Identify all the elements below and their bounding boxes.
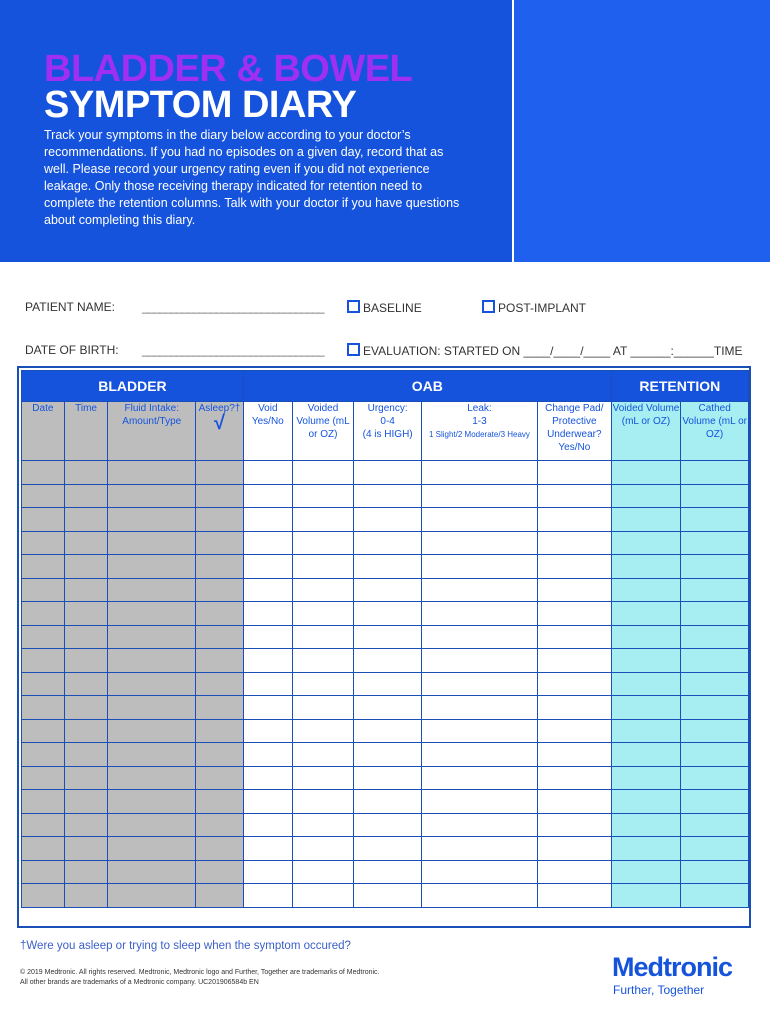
col-urgency — [354, 402, 422, 461]
baseline-option[interactable] — [347, 300, 422, 315]
table-cell[interactable] — [64, 719, 108, 743]
table-cell[interactable] — [108, 766, 196, 790]
table-cell[interactable] — [537, 672, 611, 696]
table-row — [22, 884, 749, 908]
table-cell[interactable] — [292, 766, 354, 790]
table-cell[interactable] — [64, 531, 108, 555]
post-implant-label: POST-IMPLANT — [498, 301, 587, 315]
table-cell[interactable] — [537, 719, 611, 743]
table-cell[interactable] — [681, 461, 749, 485]
table-cell[interactable] — [292, 578, 354, 602]
table-cell[interactable] — [681, 555, 749, 579]
table-cell[interactable] — [421, 837, 537, 861]
table-cell[interactable] — [292, 813, 354, 837]
table-cell[interactable] — [354, 766, 422, 790]
table-cell[interactable] — [354, 531, 422, 555]
table-cell[interactable] — [243, 578, 292, 602]
table-cell[interactable] — [421, 531, 537, 555]
col-void: Void Yes/No — [243, 402, 292, 461]
table-cell[interactable] — [64, 578, 108, 602]
baseline-label: BASELINE — [363, 301, 422, 315]
table-row — [22, 602, 749, 626]
table-cell[interactable] — [243, 719, 292, 743]
table-cell[interactable] — [354, 602, 422, 626]
table-cell[interactable] — [22, 837, 65, 861]
table-cell[interactable] — [611, 672, 681, 696]
table-cell[interactable] — [537, 837, 611, 861]
table-cell[interactable] — [421, 625, 537, 649]
title-line-2: SYMPTOM DIARY — [44, 84, 357, 126]
table-cell[interactable] — [681, 531, 749, 555]
table-cell[interactable] — [108, 508, 196, 532]
table-cell[interactable] — [292, 743, 354, 767]
table-cell[interactable] — [108, 461, 196, 485]
table-row — [22, 649, 749, 673]
table-cell[interactable] — [243, 813, 292, 837]
table-cell[interactable] — [243, 508, 292, 532]
table-cell[interactable] — [64, 813, 108, 837]
table-cell[interactable] — [243, 649, 292, 673]
col-leak — [421, 402, 537, 461]
col-change-pad: Change Pad/ Protective Underwear? Yes/No — [537, 402, 611, 461]
table-cell[interactable] — [354, 884, 422, 908]
table-cell[interactable] — [681, 672, 749, 696]
table-cell[interactable] — [196, 837, 244, 861]
table-cell[interactable] — [611, 578, 681, 602]
table-cell[interactable] — [243, 766, 292, 790]
table-cell[interactable] — [537, 743, 611, 767]
table-cell[interactable] — [421, 790, 537, 814]
table-cell[interactable] — [243, 461, 292, 485]
table-cell[interactable] — [196, 672, 244, 696]
table-cell[interactable] — [681, 484, 749, 508]
table-cell[interactable] — [64, 461, 108, 485]
table-cell[interactable] — [292, 790, 354, 814]
diary-table-frame — [17, 366, 751, 928]
table-cell[interactable] — [354, 555, 422, 579]
table-cell[interactable] — [64, 696, 108, 720]
table-row — [22, 860, 749, 884]
table-cell[interactable] — [22, 484, 65, 508]
table-cell[interactable] — [354, 672, 422, 696]
table-cell[interactable] — [354, 508, 422, 532]
table-cell[interactable] — [196, 625, 244, 649]
table-cell[interactable] — [64, 602, 108, 626]
table-cell[interactable] — [611, 790, 681, 814]
evaluation-checkbox[interactable] — [347, 343, 360, 356]
col-date: Date — [22, 402, 65, 461]
tagline: Further, Together — [613, 983, 705, 997]
table-cell[interactable] — [354, 813, 422, 837]
table-cell[interactable] — [354, 578, 422, 602]
table-cell[interactable] — [421, 766, 537, 790]
table-cell[interactable] — [537, 555, 611, 579]
table-cell[interactable] — [611, 719, 681, 743]
header-accent-strip — [514, 0, 770, 262]
table-cell[interactable] — [108, 531, 196, 555]
table-cell[interactable] — [64, 672, 108, 696]
table-cell[interactable] — [64, 484, 108, 508]
table-cell[interactable] — [681, 602, 749, 626]
table-cell[interactable] — [22, 790, 65, 814]
table-cell[interactable] — [196, 461, 244, 485]
table-row — [22, 555, 749, 579]
col-leak-l2: 1-3 — [472, 416, 487, 427]
col-leak-l3: 1 Slight/2 Moderate/3 Heavy — [428, 430, 530, 439]
table-cell[interactable] — [196, 649, 244, 673]
table-cell[interactable] — [354, 461, 422, 485]
table-row — [22, 625, 749, 649]
table-cell[interactable] — [681, 813, 749, 837]
table-cell[interactable] — [108, 884, 196, 908]
table-cell[interactable] — [64, 649, 108, 673]
table-cell[interactable] — [196, 790, 244, 814]
table-cell[interactable] — [354, 860, 422, 884]
table-cell[interactable] — [681, 649, 749, 673]
group-oab: OAB — [243, 371, 611, 402]
table-cell[interactable] — [196, 555, 244, 579]
table-cell[interactable] — [196, 531, 244, 555]
table-cell[interactable] — [22, 672, 65, 696]
table-cell[interactable] — [108, 625, 196, 649]
table-row — [22, 743, 749, 767]
table-cell[interactable] — [292, 602, 354, 626]
table-cell[interactable] — [354, 484, 422, 508]
table-cell[interactable] — [421, 860, 537, 884]
table-cell[interactable] — [611, 884, 681, 908]
table-cell[interactable] — [22, 719, 65, 743]
table-cell[interactable] — [108, 484, 196, 508]
table-cell[interactable] — [22, 743, 65, 767]
table-cell[interactable] — [243, 672, 292, 696]
evaluation-option[interactable] — [347, 343, 743, 358]
table-cell[interactable] — [108, 555, 196, 579]
table-cell[interactable] — [537, 531, 611, 555]
table-cell[interactable] — [537, 602, 611, 626]
table-cell[interactable] — [421, 884, 537, 908]
table-cell[interactable] — [243, 625, 292, 649]
table-cell[interactable] — [421, 743, 537, 767]
table-cell[interactable] — [611, 813, 681, 837]
medtronic-logo: Medtronic — [612, 952, 733, 982]
table-cell[interactable] — [243, 696, 292, 720]
table-cell[interactable] — [22, 766, 65, 790]
table-cell[interactable] — [537, 696, 611, 720]
table-cell[interactable] — [243, 484, 292, 508]
table-cell[interactable] — [421, 461, 537, 485]
table-cell[interactable] — [22, 649, 65, 673]
check-mark-icon: √ — [213, 412, 225, 434]
table-cell[interactable] — [421, 672, 537, 696]
table-cell[interactable] — [354, 625, 422, 649]
table-cell[interactable] — [611, 625, 681, 649]
table-cell[interactable] — [292, 672, 354, 696]
table-cell[interactable] — [354, 696, 422, 720]
table-row — [22, 790, 749, 814]
patient-name-label: PATIENT NAME: — [25, 300, 116, 314]
table-cell[interactable] — [681, 790, 749, 814]
table-cell[interactable] — [537, 578, 611, 602]
table-cell[interactable] — [681, 508, 749, 532]
table-cell[interactable] — [22, 531, 65, 555]
table-cell[interactable] — [611, 531, 681, 555]
table-cell[interactable] — [292, 649, 354, 673]
table-cell[interactable] — [292, 531, 354, 555]
group-bladder: BLADDER — [22, 371, 244, 402]
table-cell[interactable] — [196, 602, 244, 626]
col-retention-voided: Voided Volume (mL or OZ) — [611, 402, 681, 461]
table-cell[interactable] — [196, 766, 244, 790]
table-cell[interactable] — [421, 719, 537, 743]
table-cell[interactable] — [354, 837, 422, 861]
col-leak-l1: Leak: — [467, 403, 492, 414]
table-cell[interactable] — [537, 508, 611, 532]
table-cell[interactable] — [196, 743, 244, 767]
col-asleep — [196, 402, 244, 461]
table-cell[interactable] — [611, 508, 681, 532]
table-cell[interactable] — [108, 813, 196, 837]
table-cell[interactable] — [22, 555, 65, 579]
table-cell[interactable] — [196, 696, 244, 720]
table-cell[interactable] — [196, 813, 244, 837]
table-cell[interactable] — [292, 508, 354, 532]
table-cell[interactable] — [421, 602, 537, 626]
table-cell[interactable] — [22, 813, 65, 837]
table-cell[interactable] — [611, 461, 681, 485]
table-cell[interactable] — [681, 766, 749, 790]
column-header-row — [22, 402, 749, 461]
table-cell[interactable] — [354, 649, 422, 673]
table-cell[interactable] — [421, 696, 537, 720]
table-cell[interactable] — [611, 860, 681, 884]
table-cell[interactable] — [537, 484, 611, 508]
col-time: Time — [64, 402, 108, 461]
table-cell[interactable] — [421, 649, 537, 673]
table-cell[interactable] — [243, 555, 292, 579]
col-voided-volume: Voided Volume (mL or OZ) — [292, 402, 354, 461]
header-banner — [0, 0, 770, 262]
table-cell[interactable] — [196, 484, 244, 508]
table-cell[interactable] — [611, 484, 681, 508]
table-cell[interactable] — [611, 837, 681, 861]
table-cell[interactable] — [421, 555, 537, 579]
table-cell[interactable] — [292, 860, 354, 884]
table-cell[interactable] — [681, 860, 749, 884]
table-cell[interactable] — [354, 790, 422, 814]
col-urgency-l1: Urgency: — [367, 403, 408, 414]
table-cell[interactable] — [537, 860, 611, 884]
table-cell[interactable] — [292, 884, 354, 908]
table-cell[interactable] — [64, 508, 108, 532]
table-cell[interactable] — [22, 578, 65, 602]
table-cell[interactable] — [681, 884, 749, 908]
table-cell[interactable] — [196, 578, 244, 602]
table-cell[interactable] — [421, 813, 537, 837]
table-cell[interactable] — [108, 649, 196, 673]
table-cell[interactable] — [537, 790, 611, 814]
table-cell[interactable] — [243, 884, 292, 908]
table-row — [22, 766, 749, 790]
table-cell[interactable] — [108, 860, 196, 884]
table-cell[interactable] — [22, 461, 65, 485]
table-cell[interactable] — [611, 696, 681, 720]
table-cell[interactable] — [292, 696, 354, 720]
table-cell[interactable] — [681, 719, 749, 743]
table-row — [22, 813, 749, 837]
table-row — [22, 578, 749, 602]
table-cell[interactable] — [243, 790, 292, 814]
table-cell[interactable] — [243, 860, 292, 884]
table-cell[interactable] — [354, 743, 422, 767]
table-cell[interactable] — [64, 743, 108, 767]
table-cell[interactable] — [537, 625, 611, 649]
table-cell[interactable] — [611, 602, 681, 626]
dob-label: DATE OF BIRTH: — [25, 343, 119, 357]
table-row — [22, 508, 749, 532]
table-cell[interactable] — [108, 743, 196, 767]
table-row — [22, 696, 749, 720]
table-cell[interactable] — [292, 461, 354, 485]
table-cell[interactable] — [421, 508, 537, 532]
table-cell[interactable] — [64, 790, 108, 814]
table-cell[interactable] — [292, 555, 354, 579]
table-cell[interactable] — [108, 719, 196, 743]
intro-text: Track your symptoms in the diary below according to your doctor’s recommendations. If you had no episodes on a given day, record that as well. Please record your urgency rating even if you did not experience leakage. Only those receiving therapy indicated for retention need to complete the retention columns. Talk with your doctor if you have questions about completing this diary. — [44, 128, 460, 227]
table-cell[interactable] — [681, 696, 749, 720]
table-cell[interactable] — [22, 602, 65, 626]
evaluation-label: EVALUATION: STARTED ON ____/____/____ AT ______:______TIME — [363, 344, 743, 358]
table-row — [22, 484, 749, 508]
table-cell[interactable] — [611, 555, 681, 579]
table-cell[interactable] — [537, 461, 611, 485]
table-cell[interactable] — [292, 719, 354, 743]
title-line-1: BLADDER & BOWEL — [44, 48, 413, 90]
footnote: †Were you asleep or trying to sleep when the symptom occured? — [20, 940, 351, 952]
table-cell[interactable] — [108, 578, 196, 602]
col-fluid-intake: Fluid Intake: Amount/Type — [108, 402, 196, 461]
table-cell[interactable] — [537, 649, 611, 673]
dob-field[interactable]: ________________________________ — [142, 343, 324, 357]
table-cell[interactable] — [537, 884, 611, 908]
table-cell[interactable] — [64, 766, 108, 790]
table-cell[interactable] — [292, 837, 354, 861]
table-cell[interactable] — [64, 555, 108, 579]
table-cell[interactable] — [22, 508, 65, 532]
group-header-row — [22, 371, 749, 402]
table-cell[interactable] — [611, 649, 681, 673]
table-cell[interactable] — [196, 719, 244, 743]
table-row — [22, 672, 749, 696]
diary-table — [21, 370, 749, 908]
table-cell[interactable] — [108, 790, 196, 814]
table-cell[interactable] — [64, 625, 108, 649]
col-urgency-l2: 0-4 — [380, 416, 395, 427]
table-cell[interactable] — [108, 837, 196, 861]
table-cell[interactable] — [22, 625, 65, 649]
table-cell[interactable] — [681, 578, 749, 602]
table-cell[interactable] — [108, 696, 196, 720]
baseline-checkbox[interactable] — [347, 300, 360, 313]
table-cell[interactable] — [537, 813, 611, 837]
table-cell[interactable] — [196, 860, 244, 884]
table-cell[interactable] — [611, 743, 681, 767]
group-retention: RETENTION — [611, 371, 748, 402]
table-cell[interactable] — [681, 625, 749, 649]
table-cell[interactable] — [64, 860, 108, 884]
patient-name-field[interactable]: ________________________________ — [142, 300, 324, 314]
table-cell[interactable] — [681, 743, 749, 767]
col-urgency-l3: (4 is HIGH) — [362, 429, 413, 440]
table-cell[interactable] — [108, 602, 196, 626]
col-retention-cathed: Cathed Volume (mL or OZ) — [681, 402, 749, 461]
table-cell[interactable] — [421, 484, 537, 508]
diary-rows — [22, 461, 749, 908]
table-cell[interactable] — [108, 672, 196, 696]
table-cell[interactable] — [64, 884, 108, 908]
table-cell[interactable] — [243, 743, 292, 767]
col-asleep-label: Asleep?† — [198, 403, 241, 414]
table-cell[interactable] — [537, 766, 611, 790]
table-row — [22, 719, 749, 743]
table-cell[interactable] — [292, 625, 354, 649]
table-row — [22, 837, 749, 861]
table-cell[interactable] — [22, 696, 65, 720]
table-cell[interactable] — [196, 884, 244, 908]
table-row — [22, 531, 749, 555]
table-cell[interactable] — [22, 884, 65, 908]
table-cell[interactable] — [196, 508, 244, 532]
table-cell[interactable] — [22, 860, 65, 884]
post-implant-option[interactable] — [482, 300, 586, 315]
table-cell[interactable] — [354, 719, 422, 743]
table-cell[interactable] — [64, 837, 108, 861]
table-cell[interactable] — [243, 837, 292, 861]
table-cell[interactable] — [681, 837, 749, 861]
table-cell[interactable] — [421, 578, 537, 602]
table-row — [22, 461, 749, 485]
table-cell[interactable] — [243, 531, 292, 555]
table-cell[interactable] — [611, 766, 681, 790]
table-cell[interactable] — [243, 602, 292, 626]
legal-text: © 2019 Medtronic. All rights reserved. Medtronic, Medtronic logo and Further, Together are trademarks of Medtronic. All other brands are trademarks of a Medtronic company. UC201906584b EN — [20, 969, 380, 986]
post-implant-checkbox[interactable] — [482, 300, 495, 313]
table-cell[interactable] — [292, 484, 354, 508]
